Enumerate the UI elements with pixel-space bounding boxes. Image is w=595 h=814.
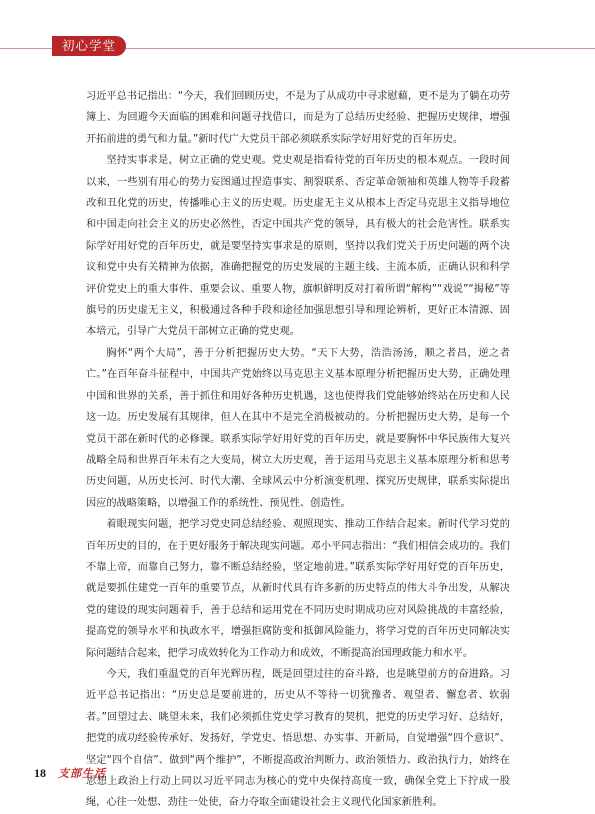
paragraph-5: 今天，我们重温党的百年光辉历程，既是回望过往的奋斗路，也是眺望前方的奋进路。习近平总书记指出：“历史总是要前进的，历史从不等待一切犹豫者、观望者、懈怠者、软弱者。”回望过去、眺望未来，我们必须抓住党史学习教育的契机，把党的历史学习好、总结好，把党的成功经验传承好、发扬好，学党史、悟思想、办实事、开新局，自觉增强“四个意识”、坚定“四个自信”、做到“两个维护”，不断提高政治判断力、政治领悟力、政治执行力，始终在思想上政治上行动上同以习近平同志为核心的党中央保持高度一致，确保全党上下拧成一股绳，心往一处想、劲往一处使，奋力夺取全面建设社会主义现代化国家新胜利。	[86, 668, 510, 809]
magazine-logo: 支部生活	[58, 767, 106, 780]
article-body	[86, 86, 510, 814]
paragraph-4: 着眼现实问题，把学习党史同总结经验、观照现实、推动工作结合起来。新时代学习党的百年历史的目的，在于更好服务于解决现实问题。邓小平同志指出：“我们相信会成功的。我们不靠上帝，而靠自己努力，靠不断总结经验，坚定地前进。”联系实际学好用好党的百年历史，就是要抓住建党一百年的重要节点，从新时代具有许多新的历史特点的伟大斗争出发，从解决党的建设的现实问题着手，善于总结和运用党在不同历史时期成功应对风险挑战的丰富经验，提高党的领导水平和执政水平，增强拒腐防变和抵御风险能力，将学习党的百年历史同解决实际问题结合起来，把学习成效转化为工作动力和成效，不断提高治国理政能力和水平。	[86, 519, 510, 659]
paragraph-3: 胸怀“两个大局”，善于分析把握历史大势。“天下大势，浩浩汤汤，顺之者昌，逆之者亡。”在百年奋斗征程中，中国共产党始终以马克思主义基本原理分析把握历史大势，正确处理中国和世界的关系，善于抓住和用好各种历史机遇，这也使得我们党能够始终站在历史和人民这一边。历史发展有其规律，但人在其中不是完全消极被动的。分析把握历史大势，是每一个党员干部在新时代的必修课。联系实际学好用好党的百年历史，就是要胸怀中华民族伟大复兴战略全局和世界百年未有之大变局，树立大历史观，善于运用马克思主义基本原理分析和思考历史问题，从历史长河、时代大潮、全球风云中分析演变机理、探究历史规律，联系实际提出因应的战略策略，以增强工作的系统性、预见性、创造性。	[86, 347, 510, 509]
page-footer	[34, 763, 106, 783]
column-tag: 初心学堂	[52, 36, 126, 56]
page-number: 18	[34, 765, 46, 780]
paragraph-2: 坚持实事求是，树立正确的党史观。党史观是指看待党的百年历史的根本观点。一段时间以来，一些别有用心的势力妄图通过捏造事实、割裂联系、否定革命领袖和英雄人物等手段蓄改和丑化党的历史，传播唯心主义的历史观。历史虚无主义从根本上否定马克思主义指导地位和中国走向社会主义的历史必然性，否定中国共产党的领导，具有极大的社会危害性。联系实际学好用好党的百年历史，就是要坚持实事求是的原则，坚持以我们党关于历史问题的两个决议和党中央有关精神为依据，准确把握党的历史发展的主题主线、主流本质，正确认识和科学评价党史上的重大事件、重要会议、重要人物，旗帜鲜明反对打着所谓“解构”“戏说”“揭秘”等旗号的历史虚无主义，积极通过各种手段和途径加强思想引导和理论辨析，更好正本清源、固本培元，引导广大党员干部树立正确的党史观。	[86, 155, 510, 338]
paragraph-1: 习近平总书记指出：“今天，我们回顾历史，不是为了从成功中寻求慰藉，更不是为了躺在功劳簿上、为回避今天面临的困难和问题寻找借口，而是为了总结历史经验、把握历史规律，增强开拓前进的勇气和力量。”新时代广大党员干部必须联系实际学好用好党的百年历史。	[86, 91, 510, 145]
